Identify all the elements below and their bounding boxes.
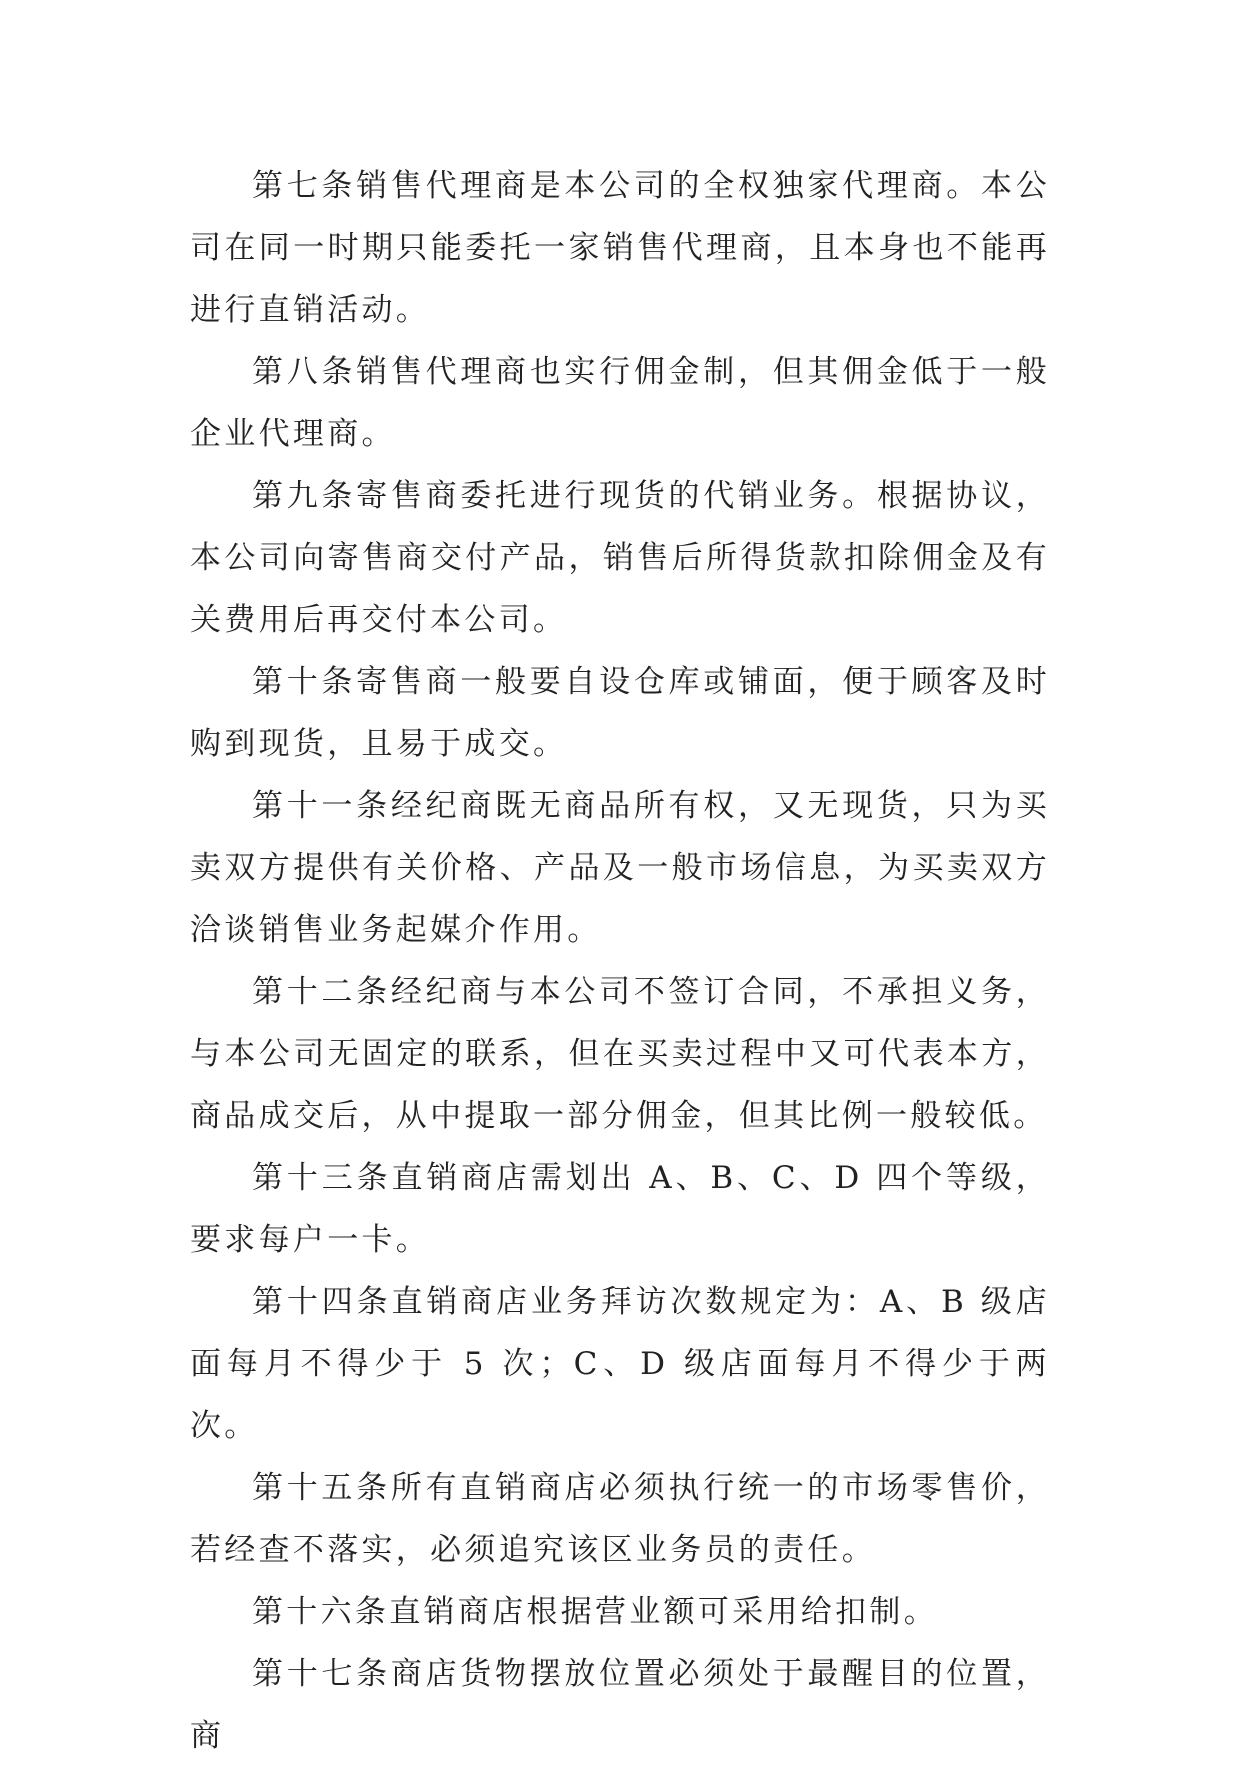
document-body xyxy=(190,155,1050,1767)
article-7-paragraph: 第七条销售代理商是本公司的全权独家代理商。本公司在同一时期只能委托一家销售代理商，且本身也不能再进行直销活动。 xyxy=(190,168,1050,328)
article-12-paragraph: 第十二条经纪商与本公司不签订合同，不承担义务，与本公司无固定的联系，但在买卖过程中又可代表本方，商品成交后，从中提取一部分佣金，但其比例一般较低。 xyxy=(190,974,1050,1134)
article-17-paragraph: 第十七条商店货物摆放位置必须处于最醒目的位置，商 xyxy=(190,1656,1050,1754)
article-14-paragraph: 第十四条直销商店业务拜访次数规定为：A、B 级店面每月不得少于 5 次；C、D 级店面每月不得少于两次。 xyxy=(190,1284,1050,1444)
article-15-paragraph: 第十五条所有直销商店必须执行统一的市场零售价，若经查不落实，必须追究该区业务员的责任。 xyxy=(190,1470,1050,1568)
article-10-paragraph: 第十条寄售商一般要自设仓库或铺面，便于顾客及时购到现货，且易于成交。 xyxy=(190,664,1050,762)
article-9-paragraph: 第九条寄售商委托进行现货的代销业务。根据协议，本公司向寄售商交付产品，销售后所得货款扣除佣金及有关费用后再交付本公司。 xyxy=(190,478,1050,638)
article-16-paragraph: 第十六条直销商店根据营业额可采用给扣制。 xyxy=(252,1594,938,1630)
article-8-paragraph: 第八条销售代理商也实行佣金制，但其佣金低于一般企业代理商。 xyxy=(190,354,1050,452)
article-13-paragraph: 第十三条直销商店需划出 A、B、C、D 四个等级，要求每户一卡。 xyxy=(190,1160,1050,1258)
article-11-paragraph: 第十一条经纪商既无商品所有权，又无现货，只为买卖双方提供有关价格、产品及一般市场信息，为买卖双方洽谈销售业务起媒介作用。 xyxy=(190,788,1050,948)
